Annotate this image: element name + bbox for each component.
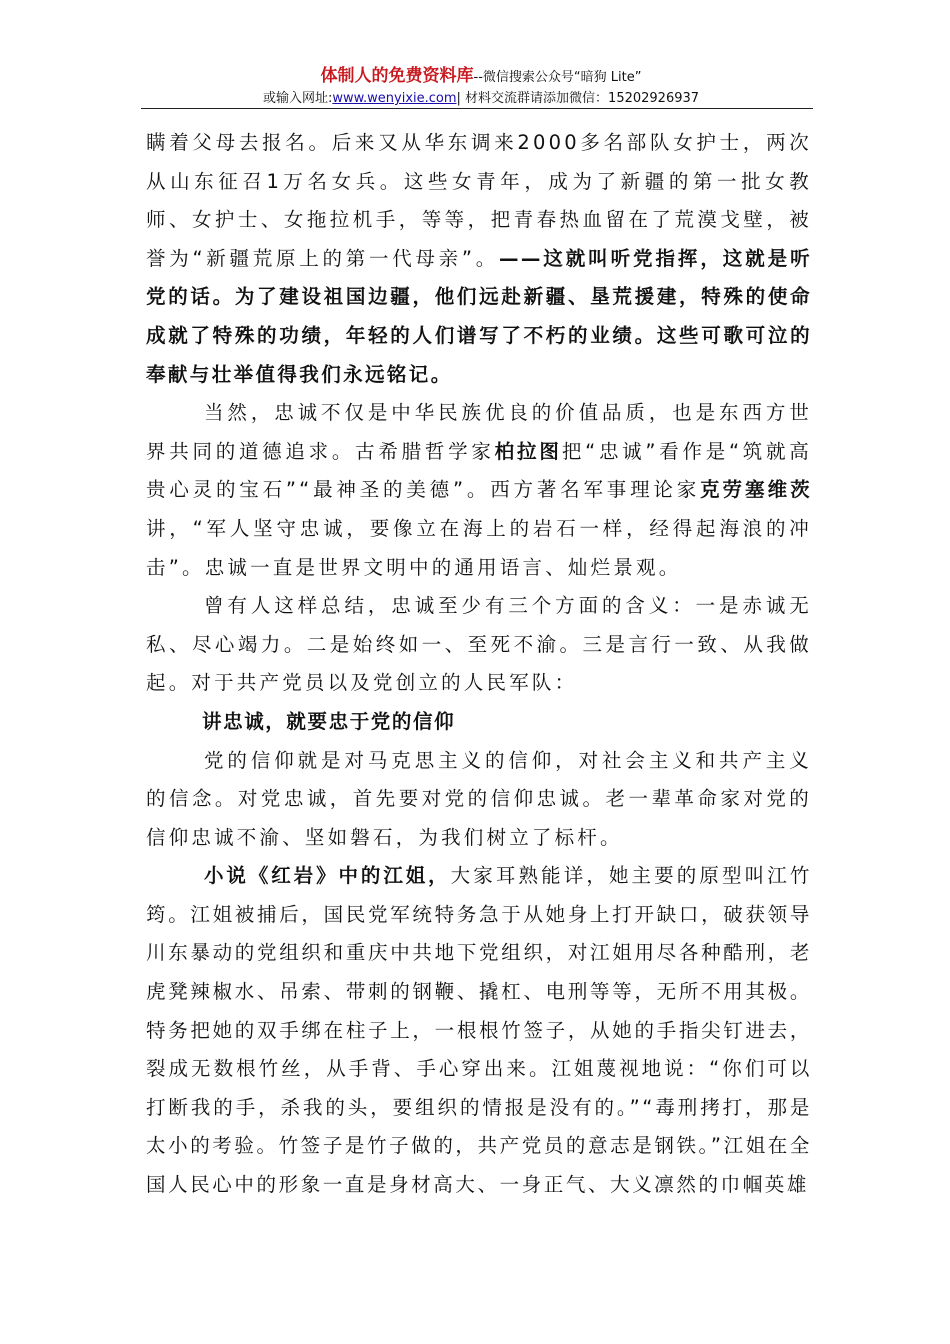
section-heading: 讲忠诚，就要忠于党的信仰	[202, 709, 456, 733]
paragraph-1	[146, 124, 812, 394]
header-url-link[interactable]: www.wenyixie.com	[332, 91, 457, 106]
paragraph-2-text-3: 讲，“军人坚守忠诚，要像立在海上的岩石一样，经得起海浪的冲击”。忠诚一直是世界文明中的通用语言、灿烂景观。	[146, 516, 812, 579]
header-tagline: --微信搜索公众号“暗狗 Lite”	[473, 70, 642, 85]
name-plato: 柏拉图	[494, 439, 562, 463]
header-url-label: 或输入网址:	[262, 91, 333, 106]
header-contact-line	[150, 90, 812, 108]
paragraph-1-text: 瞒着父母去报名。后来又从华东调来2000多名部队女护士，两次从山东征召1万名女兵。这些女青年，成为了新疆的第一批女教师、女护士、女拖拉机手，等等，把青春热血留在了荒漠戈壁，被誉为“新疆荒原上的第一代母亲”。	[146, 131, 812, 270]
paragraph-5	[146, 857, 812, 1204]
paragraph-4: 党的信仰就是对马克思主义的信仰，对社会主义和共产主义的信念。对党忠诚，首先要对党的信仰忠诚。老一辈革命家对党的信仰忠诚不渝、坚如磐石，为我们树立了标杆。	[146, 748, 812, 849]
paragraph-5-text: 大家耳熟能详，她主要的原型叫江竹筠。江姐被捕后，国民党军统特务急于从她身上打开缺口，破获领导川东暴动的党组织和重庆中共地下党组织，对江姐用尽各种酷刑，老虎凳辣椒水、吊索、带刺的钢鞭、撬杠、电刑等等，无所不用其极。特务把她的双手绑在柱子上，一根根竹签子，从她的手指尖钉进去，裂成无数根竹丝，从手背、手心穿出来。江姐蔑视地说：“你们可以打断我的手，杀我的头，要组织的情报是没有的。”“毒刑拷打，那是太小的考验。竹签子是竹子做的，共产党员的意志是钢铁。”江姐在全国人民心中的形象一直是身材高大、一身正气、大义凛然的巾帼英雄	[146, 864, 812, 1197]
paragraph-2-text-2: 把“忠诚”看作是“筑就高贵心灵的宝石”“最神圣的美德”。西方著名军事理论家	[146, 439, 812, 502]
document-body	[146, 124, 812, 1205]
paragraph-2	[146, 394, 812, 587]
header-title-line	[150, 66, 812, 88]
paragraph-3: 曾有人这样总结，忠诚至少有三个方面的含义：一是赤诚无私、尽心竭力。二是始终如一、至死不渝。三是言行一致、从我做起。对于共产党员以及党创立的人民军队：	[146, 594, 812, 695]
header-divider	[141, 108, 813, 109]
header-brand: 体制人的免费资料库	[320, 66, 474, 86]
page-header	[150, 66, 812, 108]
paragraph-2-text-1: 当然，忠诚不仅是中华民族优良的价值品质，也是东西方世界共同的道德追求。古希腊哲学家	[146, 401, 812, 463]
paragraph-1-bold: ——这就叫听党指挥，这就是听党的话。为了建设祖国边疆，他们远赴新疆、垦荒援建，特殊的使命成就了特殊的功绩，年轻的人们谱写了不朽的业绩。这些可歌可泣的奉献与壮举值得我们永远铭记。	[146, 246, 812, 386]
header-contact: | 材料交流群请添加微信：15202926937	[456, 91, 700, 106]
paragraph-5-bold: 小说《红岩》中的江姐，	[204, 864, 451, 888]
name-clausewitz: 克劳塞维茨	[700, 478, 812, 502]
